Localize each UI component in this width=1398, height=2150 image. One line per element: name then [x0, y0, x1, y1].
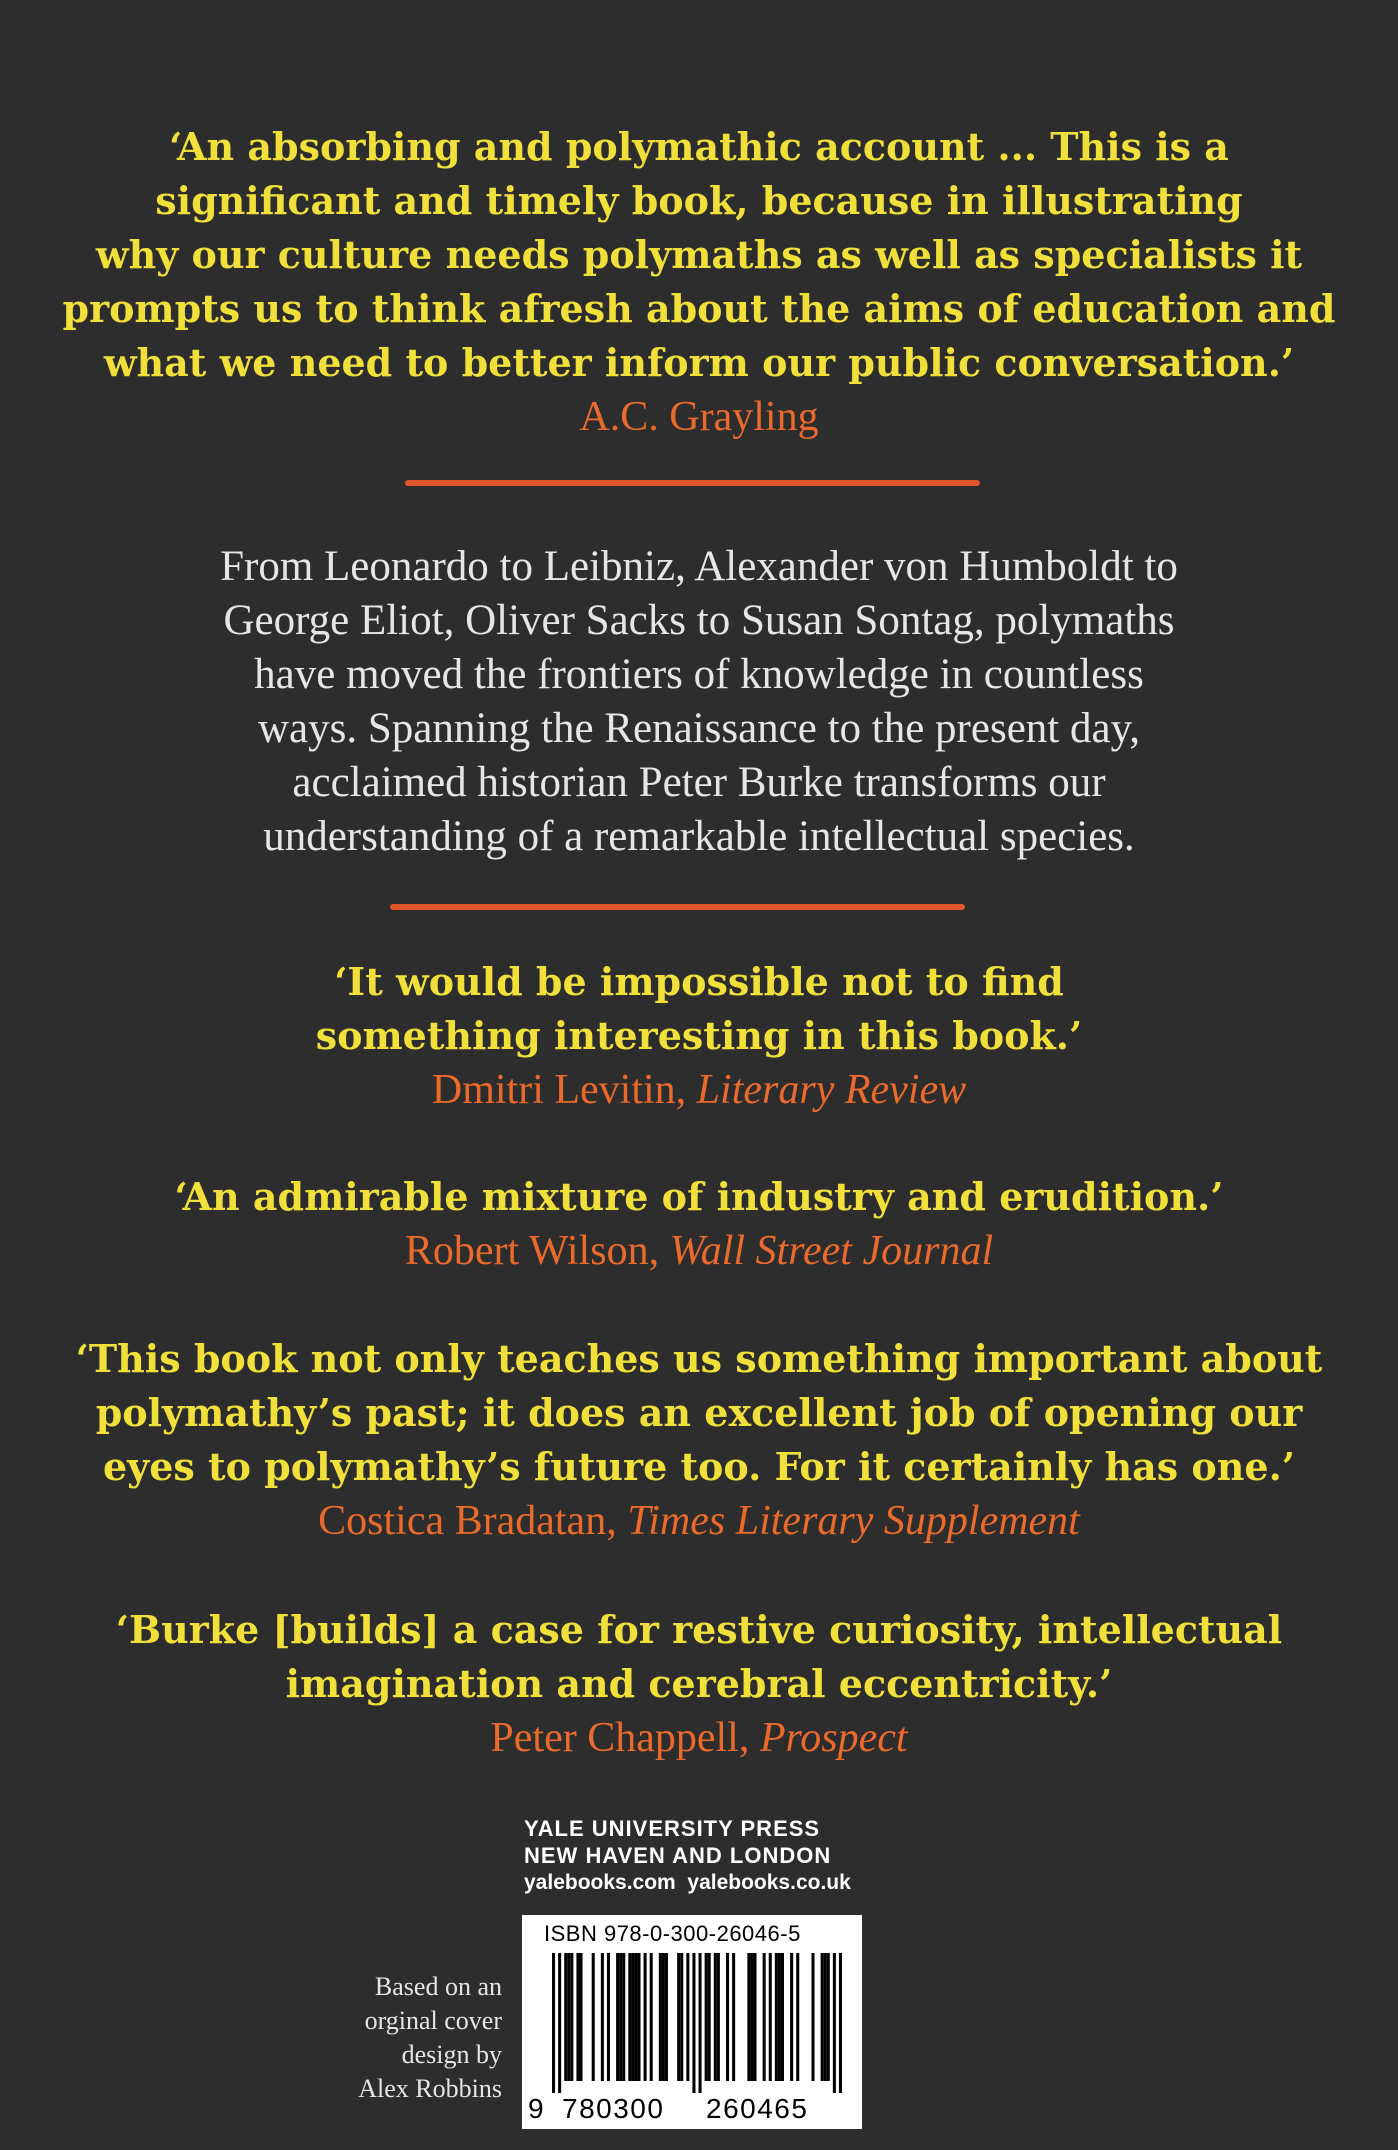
quote-author: A.C. Grayling	[579, 394, 819, 440]
quote-line: ‘Burke [builds] a case for restive curiosity, intellectual	[115, 1607, 1283, 1652]
barcode-bar	[631, 1953, 634, 2081]
publisher-name: YALE UNIVERSITY PRESS	[524, 1816, 821, 1841]
barcode-bar	[839, 1953, 842, 2093]
divider-rule	[390, 904, 965, 910]
barcode-bar	[552, 1953, 555, 2093]
quote-author: Costica Bradatan,	[318, 1498, 617, 1544]
publisher-websites: yalebooks.com yalebooks.co.uk	[524, 1871, 851, 1894]
quote-line: eyes to polymathy’s future too. For it certainly has one.’	[102, 1444, 1296, 1489]
quote-grayling	[0, 120, 1398, 444]
quote-line: significant and timely book, because in illustrating	[155, 178, 1243, 223]
barcode-bar	[601, 1953, 604, 2081]
barcode-bar	[714, 1953, 717, 2081]
quote-line: ‘This book not only teaches us something important about	[75, 1336, 1323, 1381]
quote-publication: Wall Street Journal	[669, 1228, 994, 1274]
quote-attribution	[0, 1711, 1398, 1765]
barcode-bar	[750, 1953, 753, 2081]
barcode-bar	[576, 1953, 579, 2081]
barcode-bar	[659, 1953, 662, 2081]
quote-line: why our culture needs polymaths as well as specialists it	[95, 232, 1303, 277]
barcode-bar	[708, 1953, 711, 2081]
barcode-bar	[558, 1953, 561, 2093]
quote-publication: Prospect	[759, 1715, 908, 1761]
quote-publication: Times Literary Supplement	[627, 1498, 1080, 1544]
barcode-bar	[619, 1953, 622, 2081]
barcode-bar	[821, 1953, 824, 2081]
barcode-bar	[778, 1953, 781, 2081]
ean-digits-right: 260465	[706, 2093, 809, 2124]
barcode-bar	[717, 1953, 720, 2081]
quote-wilson	[0, 1170, 1398, 1278]
barcode-bar	[827, 1953, 830, 2081]
barcode-bar	[634, 1953, 637, 2081]
barcode-bar	[644, 1953, 647, 2081]
description-line: George Eliot, Oliver Sacks to Susan Sontag, polymaths	[223, 597, 1175, 644]
barcode-bar	[726, 1953, 729, 2081]
barcode-bar	[567, 1953, 570, 2081]
barcode-bar	[796, 1953, 799, 2081]
description-line: have moved the frontiers of knowledge in countless	[254, 651, 1144, 698]
barcode-bars	[552, 1953, 842, 2093]
barcode-bar	[662, 1953, 665, 2081]
barcode-bar	[775, 1953, 778, 2081]
barcode-bar	[665, 1953, 668, 2081]
quote-line: prompts us to think afresh about the aims of education and	[62, 286, 1336, 331]
barcode-bar	[564, 1953, 567, 2081]
book-description	[0, 540, 1398, 864]
barcode-bar	[790, 1953, 793, 2081]
barcode-bar	[769, 1953, 772, 2081]
description-line: understanding of a remarkable intellectual species.	[263, 813, 1135, 860]
description-line: acclaimed historian Peter Burke transforms our	[292, 759, 1106, 806]
cover-design-credit	[358, 1970, 502, 2106]
publisher-city: NEW HAVEN AND LONDON	[524, 1843, 832, 1868]
barcode-bar	[607, 1953, 610, 2081]
quote-author: Dmitri Levitin,	[431, 1067, 687, 1113]
ean-digit-first: 9	[528, 2093, 546, 2124]
barcode-bar	[686, 1953, 689, 2081]
quote-bradatan	[0, 1332, 1398, 1548]
credit-line: design by	[401, 2040, 502, 2069]
quote-line: what we need to better inform our public conversation.’	[103, 340, 1295, 385]
barcode-bar	[747, 1953, 750, 2081]
barcode-bar	[705, 1953, 708, 2081]
barcode-bar	[811, 1953, 814, 2081]
credit-line: Based on an	[374, 1972, 502, 2001]
quote-line: ‘It would be impossible not to find	[334, 959, 1064, 1004]
credit-line: orginal cover	[364, 2006, 502, 2035]
description-line: From Leonardo to Leibniz, Alexander von Humboldt to	[220, 543, 1178, 590]
barcode-bar	[781, 1953, 784, 2081]
barcode-bar	[824, 1953, 827, 2081]
barcode-bar	[677, 1953, 680, 2081]
quote-line: imagination and cerebral eccentricity.’	[285, 1661, 1113, 1706]
barcode-bar	[732, 1953, 735, 2081]
barcode-bar	[833, 1953, 836, 2093]
credit-line: Alex Robbins	[358, 2074, 502, 2103]
quote-line: something interesting in this book.’	[315, 1013, 1083, 1058]
quote-attribution	[0, 1224, 1398, 1278]
isbn-barcode	[522, 1915, 862, 2129]
quote-author: Peter Chappell,	[490, 1715, 750, 1761]
quote-publication: Literary Review	[696, 1067, 967, 1113]
barcode-bar	[579, 1953, 582, 2081]
barcode-bar	[637, 1953, 640, 2081]
quote-line: polymathy’s past; it does an excellent job of opening our	[95, 1390, 1303, 1435]
quote-chappell	[0, 1603, 1398, 1765]
barcode-bar	[592, 1953, 595, 2081]
ean-digits-left: 780300	[562, 2093, 665, 2124]
barcode-bar	[650, 1953, 653, 2081]
barcode-bar	[692, 1953, 695, 2093]
barcode-bar	[570, 1953, 573, 2081]
barcode-bar	[763, 1953, 766, 2081]
isbn-label: ISBN 978-0-300-26046-5	[544, 1921, 801, 1946]
barcode-bar	[622, 1953, 625, 2081]
quote-attribution	[0, 390, 1398, 444]
description-line: ways. Spanning the Renaissance to the present day,	[257, 705, 1141, 752]
quote-author: Robert Wilson,	[404, 1228, 660, 1274]
barcode-bar	[680, 1953, 683, 2081]
quote-attribution	[0, 1063, 1398, 1117]
barcode-bar	[753, 1953, 756, 2081]
barcode-bar	[699, 1953, 702, 2093]
quote-attribution	[0, 1494, 1398, 1548]
barcode-bar	[616, 1953, 619, 2081]
quote-levitin	[0, 955, 1398, 1117]
quote-line: ‘An admirable mixture of industry and erudition.’	[174, 1174, 1224, 1219]
barcode-bar	[628, 1953, 631, 2081]
divider-rule	[405, 480, 980, 486]
publisher-info	[524, 1815, 851, 1896]
quote-line: ‘An absorbing and polymathic account ... This is a	[169, 124, 1229, 169]
